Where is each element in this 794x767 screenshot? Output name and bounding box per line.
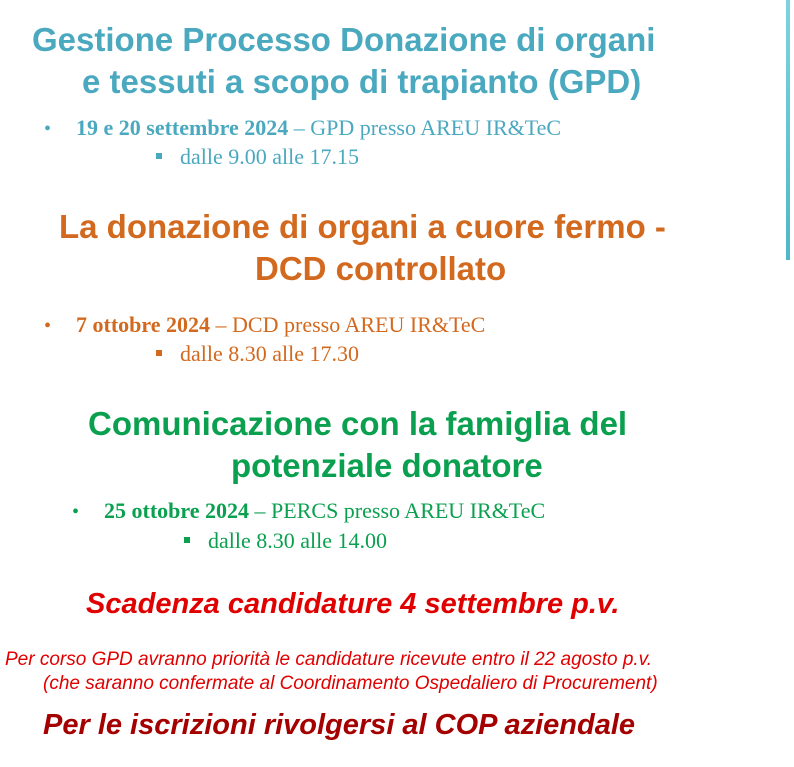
square-bullet-icon — [156, 350, 162, 356]
section1-title-line1: Gestione Processo Donazione di organi — [32, 21, 656, 58]
section1-title-line2: e tessuti a scopo di trapianto (GPD) — [82, 63, 642, 100]
bullet-icon: • — [44, 118, 52, 140]
section1-detail: – GPD presso AREU IR&TeC — [293, 115, 562, 140]
section3-title-line1: Comunicazione con la famiglia del — [88, 405, 628, 442]
section2-detail: – DCD presso AREU IR&TeC — [215, 312, 486, 337]
section2-hours: dalle 8.30 alle 17.30 — [180, 341, 360, 366]
decorative-edge-line — [786, 0, 790, 260]
deadline-text: Scadenza candidature 4 settembre p.v. — [86, 588, 620, 620]
section1-hours: dalle 9.00 alle 17.15 — [180, 144, 360, 169]
section2-title-line1: La donazione di organi a cuore fermo - — [59, 208, 666, 245]
section3-date-line — [72, 498, 545, 525]
section3-hours: dalle 8.30 alle 14.00 — [208, 528, 388, 553]
section1-hours-line — [156, 144, 359, 170]
square-bullet-icon — [156, 153, 162, 159]
section3-title-line2: potenziale donatore — [231, 447, 543, 484]
priority-note-line1: Per corso GPD avranno priorità le candidature ricevute entro il 22 agosto p.v. — [5, 649, 653, 670]
bullet-icon: • — [72, 501, 80, 523]
section2-hours-line — [156, 341, 359, 367]
section1-date: 19 e 20 settembre 2024 — [76, 115, 289, 140]
section2-date-line — [44, 312, 485, 339]
square-bullet-icon — [184, 537, 190, 543]
section3-hours-line — [184, 528, 387, 554]
bullet-icon: • — [44, 315, 52, 337]
section3-date: 25 ottobre 2024 — [104, 498, 250, 523]
section3-detail: – PERCS presso AREU IR&TeC — [254, 498, 546, 523]
priority-note-line2: (che saranno confermate al Coordinamento Ospedaliero di Procurement) — [43, 673, 658, 694]
section1-date-line — [44, 115, 561, 142]
section2-title-line2: DCD controllato — [255, 250, 507, 287]
section2-date: 7 ottobre 2024 — [76, 312, 211, 337]
registration-text: Per le iscrizioni rivolgersi al COP aziendale — [43, 709, 636, 741]
